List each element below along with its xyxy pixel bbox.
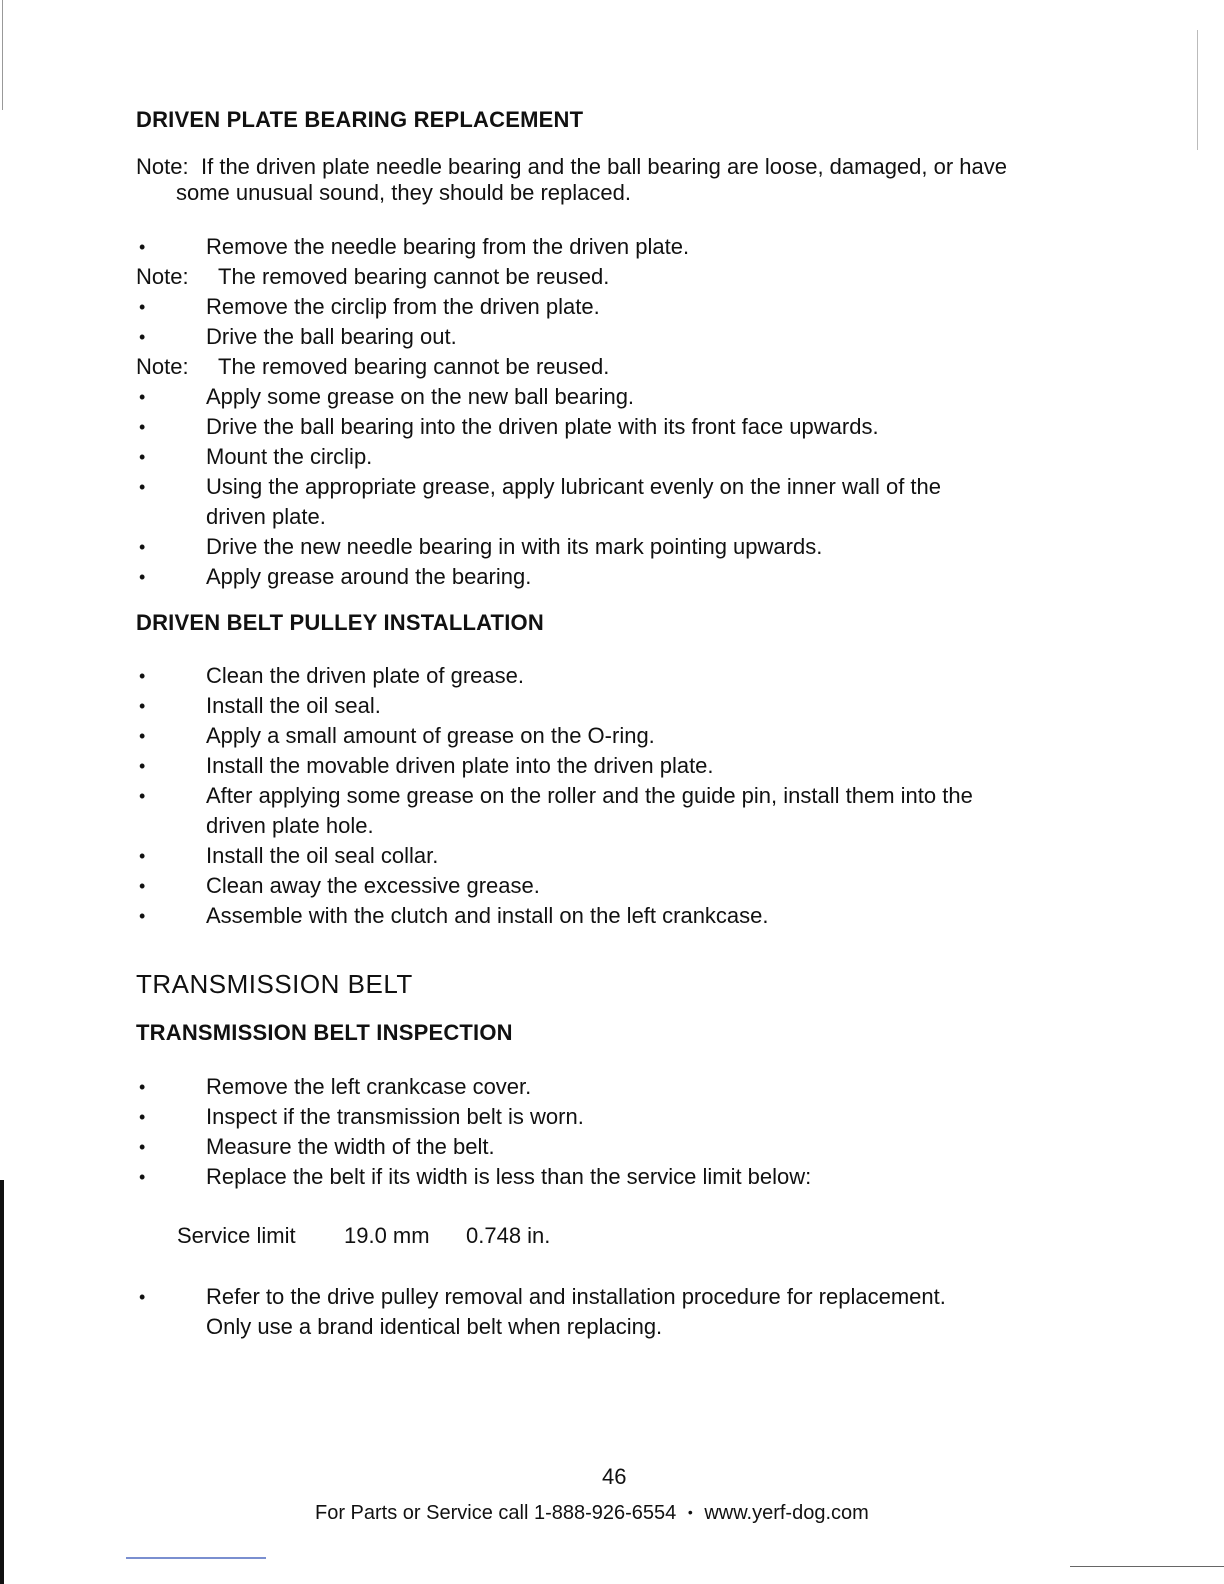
scan-line-bottom-left — [126, 1557, 266, 1559]
list-item: Install the movable driven plate into the driven plate. — [206, 753, 714, 778]
intro-note-line-1: If the driven plate needle bearing and the ball bearing are loose, damaged, or have — [201, 154, 1008, 179]
bullet-icon: • — [139, 1077, 146, 1097]
list-item: Measure the width of the belt. — [206, 1134, 495, 1159]
bullet-icon: • — [139, 327, 146, 347]
bullet-icon: • — [139, 387, 146, 407]
footer-phone: For Parts or Service call 1-888-926-6554 — [315, 1502, 677, 1524]
list-item: Drive the new needle bearing in with its mark pointing upwards. — [206, 534, 823, 559]
heading-driven-plate-bearing-replacement: DRIVEN PLATE BEARING REPLACEMENT — [136, 107, 584, 132]
service-limit-label: Service limit — [177, 1223, 296, 1248]
list-item: Mount the circlip. — [206, 444, 373, 469]
bullet-icon: • — [139, 1137, 146, 1157]
bullet-icon: • — [139, 906, 146, 926]
section-title-transmission-belt: TRANSMISSION BELT — [136, 969, 413, 999]
bullet-icon: • — [139, 447, 146, 467]
note-text: The removed bearing cannot be reused. — [218, 354, 610, 379]
final-step-line-2: Only use a brand identical belt when replacing. — [206, 1314, 663, 1339]
bullet-icon: • — [139, 237, 146, 257]
bullet-icon: • — [139, 786, 146, 806]
bullet-final: • — [139, 1287, 146, 1307]
scan-line-bottom-right — [1070, 1566, 1224, 1567]
final-step-line-1: Refer to the drive pulley removal and installation procedure for replacement. — [206, 1284, 946, 1309]
list-item: Inspect if the transmission belt is worn. — [206, 1104, 584, 1129]
list-item: Remove the circlip from the driven plate. — [206, 294, 600, 319]
bullet-icon: • — [139, 726, 146, 746]
heading-transmission-belt-inspection: TRANSMISSION BELT INSPECTION — [136, 1020, 513, 1045]
bullet-icon: • — [139, 417, 146, 437]
bullet-icon: • — [139, 537, 146, 557]
note-text: The removed bearing cannot be reused. — [218, 264, 610, 289]
list-item: Assemble with the clutch and install on the left crankcase. — [206, 903, 769, 928]
scan-edge-left — [0, 1180, 4, 1584]
list-item: Install the oil seal collar. — [206, 843, 439, 868]
list-item: Drive the ball bearing out. — [206, 324, 457, 349]
list-item: Clean away the excessive grease. — [206, 873, 540, 898]
list-item: Using the appropriate grease, apply lubricant evenly on the inner wall of the — [206, 474, 942, 499]
bullet-icon: • — [139, 696, 146, 716]
bullet-icon: • — [139, 1107, 146, 1127]
list-item-continuation: driven plate. — [206, 504, 326, 529]
list-item: Apply a small amount of grease on the O-ring. — [206, 723, 655, 748]
bullet-icon: • — [139, 876, 146, 896]
list-item: Clean the driven plate of grease. — [206, 663, 524, 688]
footer-contact — [315, 1502, 869, 1525]
bullet-icon: • — [139, 297, 146, 317]
intro-note-line-2: some unusual sound, they should be replaced. — [176, 180, 631, 205]
list-item: Remove the left crankcase cover. — [206, 1074, 532, 1099]
note-label: Note: — [136, 264, 189, 289]
scan-edge-top-left — [2, 0, 3, 110]
bullet-icon: • — [139, 846, 146, 866]
page-number: 46 — [602, 1464, 627, 1489]
list-item: Drive the ball bearing into the driven plate with its front face upwards. — [206, 414, 879, 439]
list-item: Apply grease around the bearing. — [206, 564, 532, 589]
list-item: Replace the belt if its width is less than the service limit below: — [206, 1164, 812, 1189]
service-limit-metric: 19.0 mm — [344, 1223, 430, 1248]
bullet-icon: • — [139, 1167, 146, 1187]
intro-note-label: Note: — [136, 154, 189, 179]
list-item: After applying some grease on the roller and the guide pin, install them into the — [206, 783, 973, 808]
service-limit-imperial: 0.748 in. — [466, 1223, 551, 1248]
footer-website-link[interactable]: www.yerf-dog.com — [704, 1502, 869, 1524]
scan-edge-right — [1197, 30, 1198, 150]
note-label: Note: — [136, 354, 189, 379]
heading-driven-belt-pulley-installation: DRIVEN BELT PULLEY INSTALLATION — [136, 610, 544, 635]
bullet-icon: • — [139, 567, 146, 587]
list-item-continuation: driven plate hole. — [206, 813, 374, 838]
bullet-icon: • — [139, 756, 146, 776]
list-item: Install the oil seal. — [206, 693, 381, 718]
bullet-icon: • — [139, 666, 146, 686]
bullet-icon: • — [139, 477, 146, 497]
footer-separator: • — [687, 1504, 693, 1520]
list-item: Apply some grease on the new ball bearing. — [206, 384, 635, 409]
list-item: Remove the needle bearing from the driven plate. — [206, 234, 690, 259]
